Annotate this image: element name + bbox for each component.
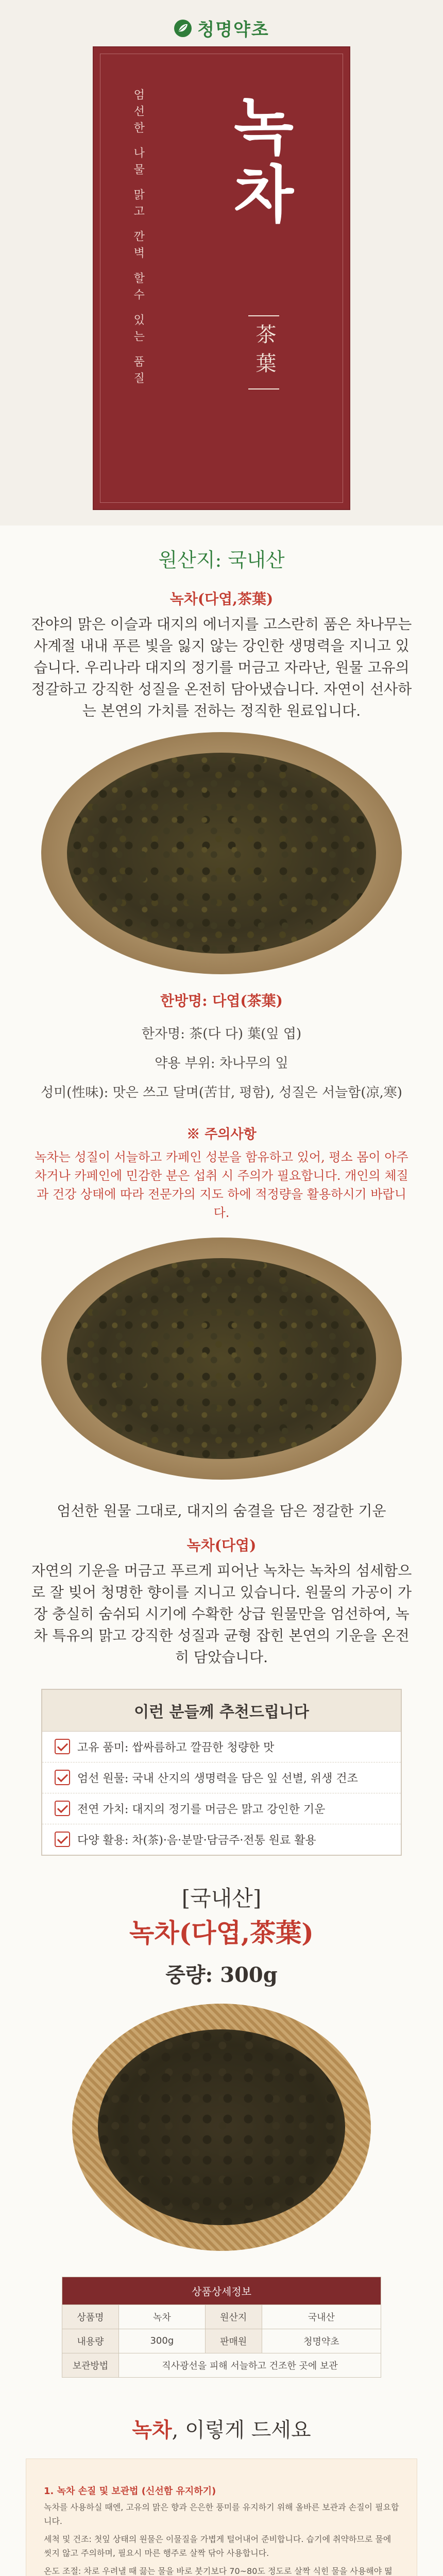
- product-name: 녹차(다엽,茶葉): [129, 1917, 314, 1948]
- origin-section: [0, 526, 443, 974]
- table-row: 상품명 녹차 원산지 국내산: [62, 2304, 381, 2329]
- check-icon: [55, 1801, 70, 1816]
- recommend-title: 이런 분들께 추천드립니다: [42, 1690, 401, 1732]
- hero-tagline: 엄선한 나물 맑고 깐벽 할수 있는 품질: [131, 89, 145, 388]
- names-title: 한방명: 다엽(茶葉): [160, 992, 283, 1009]
- tea-leaves-photo: [41, 732, 402, 974]
- how-paragraph: 녹차를 사용하실 때엔, 고유의 맑은 향과 은은한 풍미를 유지하기 위해 올바른 보관과 손질이 필요합니다.: [44, 2502, 399, 2526]
- recommend-item: 전연 가치: 대지의 정기를 머금은 맑고 강인한 기운: [42, 1793, 401, 1824]
- how-section: [0, 2414, 443, 2576]
- description-block: [0, 572, 443, 722]
- title-banner: [93, 46, 350, 510]
- hero-title: 녹차: [223, 94, 295, 230]
- check-icon: [55, 1739, 70, 1754]
- mid-section: [0, 1490, 443, 1668]
- mid-line: 엄선한 원물 그대로, 대지의 숨결을 담은 정갈한 기운: [57, 1502, 386, 1519]
- hero-hanja: 茶葉: [248, 315, 279, 389]
- recommend-item: 엄선 원물: 국내 산지의 생명력을 담은 잎 선별, 위생 건조: [42, 1762, 401, 1793]
- how-paragraph: 세척 및 건조: 첫잎 상태의 원물은 이물질을 가볍게 털어내어 준비합니다. 습기에 취약하므로 물에 씻지 않고 주의하며, 필요시 마른 행주로 살짝 닦아 사용합니다.: [44, 2534, 391, 2558]
- basket-photo: [72, 2004, 371, 2251]
- caution-title: ※ 주의사항: [186, 1126, 257, 1142]
- product-origin: [국내산]: [181, 1885, 262, 1911]
- recommend-item: 고유 품미: 쌉싸름하고 깔끔한 청량한 맛: [42, 1732, 401, 1762]
- recommend-item: 다양 활용: 차(茶)·음·분말·담금주·전통 원료 활용: [42, 1824, 401, 1855]
- spec-table-header: 상품상세정보: [62, 2277, 381, 2304]
- names-line: 한자명: 茶(다 다) 葉(잎 엽): [141, 1026, 302, 1042]
- brand-logo[interactable]: [174, 15, 269, 41]
- how-box: [26, 2459, 417, 2576]
- mid-text: 자연의 기운을 머금고 푸르게 피어난 녹차는 녹차의 섬세함으로 잘 빚어 청명한 향이를 지니고 있습니다. 원물의 가공이 가장 충실히 숨쉬되 시기에 수확한 상급 원물만을 엄선하여, 녹차 특유의 맑고 강직한 성질과 균형 잡힌 본연의 기운을 온전히 담았습니다.: [31, 1562, 412, 1666]
- leaf-icon: [174, 19, 192, 38]
- origin-label: 원산지: 국내산: [158, 549, 285, 571]
- product-head: [0, 1882, 443, 2251]
- how-title: 녹차, 이렇게 드세요: [132, 2417, 311, 2442]
- names-line: 약용 부위: 차나무의 잎: [155, 1056, 288, 1072]
- brand-name: 청명약초: [197, 20, 269, 40]
- how-paragraph: 온도 조절: 차로 우려낼 때 끓는 물을 바로 붓기보다 70~80도 정도로 살짝 식힌 물을 사용해야 떫: [44, 2566, 393, 2576]
- brand-header: [0, 15, 443, 41]
- description-title: 녹차(다엽,茶葉): [169, 590, 274, 607]
- caution-text: 녹차는 성질이 서늘하고 카페인 성분을 함유하고 있어, 평소 몸이 아주 차거나 카페인에 민감한 분은 섭취 시 주의가 필요합니다. 개인의 체질과 건강 상태에 따라 전문가의 지도 하에 적정량을 활용하시기 바랍니다.: [35, 1149, 408, 1220]
- tea-leaves-photo-2: [41, 1238, 402, 1480]
- table-row: 보관방법 직사광선을 피해 서늘하고 건조한 곳에 보관: [62, 2353, 381, 2377]
- recommend-box: [41, 1689, 402, 1856]
- how-heading: 1. 녹차 손질 및 보관법 (신선함 유지하기): [44, 2485, 216, 2497]
- hero-section: [0, 0, 443, 526]
- spec-table: [62, 2277, 381, 2378]
- names-section: [0, 985, 443, 1480]
- check-icon: [55, 1832, 70, 1847]
- check-icon: [55, 1770, 70, 1785]
- names-line: 성미(性味): 맛은 쓰고 달며(苦甘, 평함), 성질은 서늘함(凉,寒): [41, 1085, 402, 1101]
- table-row: 내용량 300g 판매원 청명약초: [62, 2329, 381, 2353]
- mid-title: 녹차(다엽): [186, 1536, 257, 1554]
- description-text: 잔야의 맑은 이슬과 대지의 에너지를 고스란히 품은 차나무는 사계절 내내 푸른 빛을 잃지 않는 강인한 생명력을 지니고 있습니다. 우리나라 대지의 정기를 머금고 자라난, 원물 고유의 정갈하고 강직한 성질을 온전히 담아냈습니다. 자연이 선사하는 본연의 가치를 전하는 정직한 원료입니다.: [31, 616, 412, 719]
- product-weight: 중량: 300g: [165, 1962, 278, 1987]
